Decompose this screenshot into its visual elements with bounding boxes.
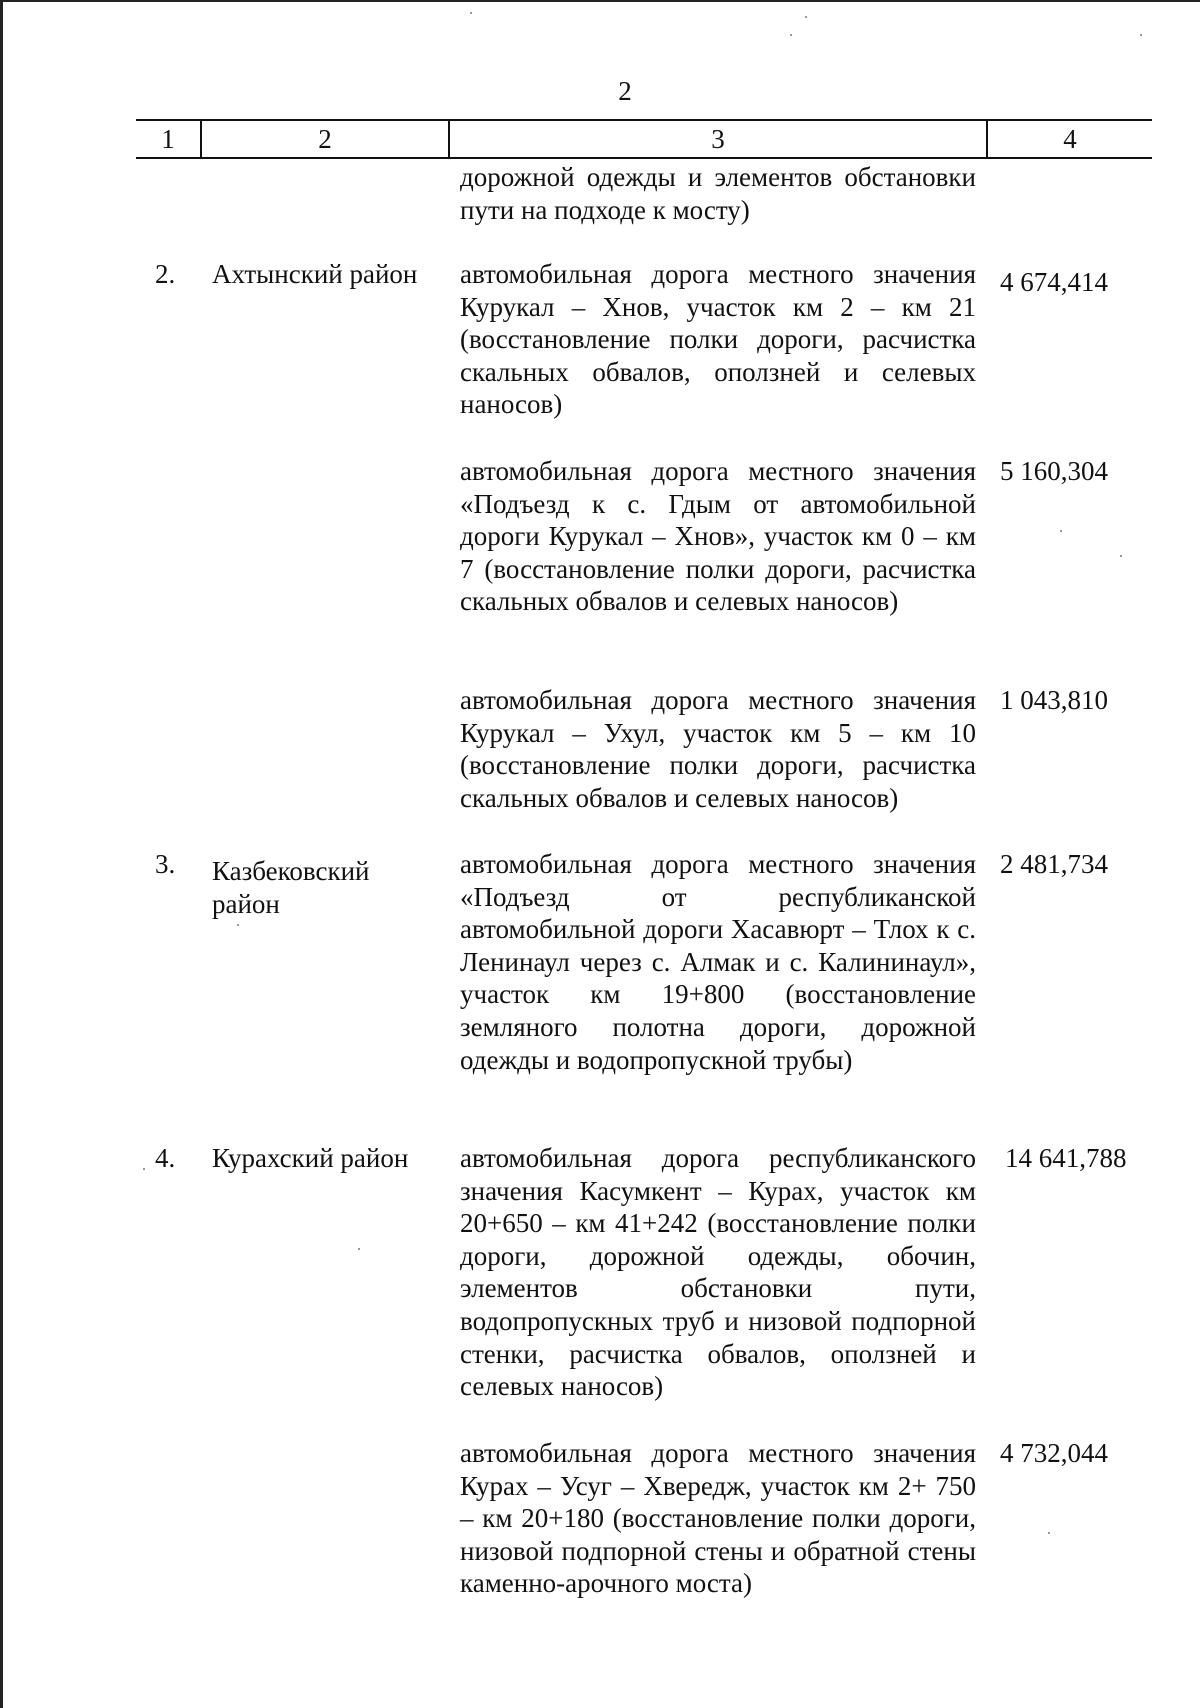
scan-speck — [470, 12, 472, 14]
scan-speck — [237, 924, 239, 926]
page-number: 2 — [618, 76, 632, 106]
scan-speck — [143, 1168, 145, 1170]
continuation-text: дорожной одежды и элементов обстановки пути на подходе к мосту) — [460, 162, 976, 225]
page-edge-top — [0, 0, 1200, 2]
region-name: Курахский район — [212, 1143, 409, 1173]
scan-speck — [1048, 1532, 1050, 1534]
region-name: Казбековский район — [212, 856, 370, 919]
scan-speck — [1140, 34, 1142, 36]
amount-value: 5 160,304 — [1000, 456, 1108, 486]
amount-value: 2 481,734 — [1000, 849, 1108, 879]
scan-speck — [805, 16, 807, 18]
row-number: 3. — [155, 849, 176, 879]
road-description: автомобильная дорога местного значения «Подъезд от республиканской автомобильной дороги Хасавюрт – Тлох к с. Ленинаул через с. Алмак и с. Калининаул», участок км 19+800 (восстановление земляного полотна дороги, дорожной одежды и водопропускной трубы) — [460, 849, 976, 1075]
scan-speck — [358, 1248, 360, 1250]
amount-value: 1 043,810 — [1000, 685, 1108, 715]
amount-value: 4 732,044 — [1000, 1438, 1108, 1468]
scan-speck — [1060, 530, 1062, 532]
amount-value: 14 641,788 — [1005, 1143, 1127, 1173]
header-col-1: 1 — [136, 121, 202, 157]
row-number: 4. — [155, 1143, 176, 1173]
road-description: автомобильная дорога местного значения Курукал – Хнов, участок км 2 – км 21 (восстановление полки дороги, расчистка скальных обвалов, оползней и селевых наносов) — [460, 259, 976, 420]
amount-value: 4 674,414 — [1000, 267, 1108, 297]
scan-speck — [1120, 555, 1122, 557]
page-edge-left — [0, 0, 3, 1708]
region-name: Ахтынский район — [212, 259, 418, 289]
header-col-4: 4 — [1063, 124, 1077, 154]
road-description: автомобильная дорога местного значения Курукал – Ухул, участок км 5 – км 10 (восстановление полки дороги, расчистка скальных обвалов и селевых наносов) — [460, 685, 976, 813]
table-header — [136, 119, 1152, 159]
road-description: автомобильная дорога местного значения «Подъезд к с. Гдым от автомобильной дороги Курукал – Хнов», участок км 0 – км 7 (восстановление полки дороги, расчистка скальных обвалов и селевых наносов) — [460, 456, 976, 617]
header-col-2: 2 — [202, 121, 450, 157]
road-description: автомобильная дорога республиканского значения Касумкент – Курах, участок км 20+650 – км 41+242 (восстановление полки дороги, дорожной одежды, обочин, элементов обстановки пути, водопропускных труб и низовой подпорной стенки, расчистка обвалов, оползней и селевых наносов) — [460, 1143, 976, 1402]
road-description: автомобильная дорога местного значения Курах – Усуг – Хвередж, участок км 2+ 750 – км 20+180 (восстановление полки дороги, низовой подпорной стены и обратной стены каменно-арочного моста) — [460, 1438, 976, 1599]
row-number: 2. — [155, 259, 176, 289]
scan-speck — [790, 34, 792, 36]
header-col-3: 3 — [450, 121, 988, 157]
